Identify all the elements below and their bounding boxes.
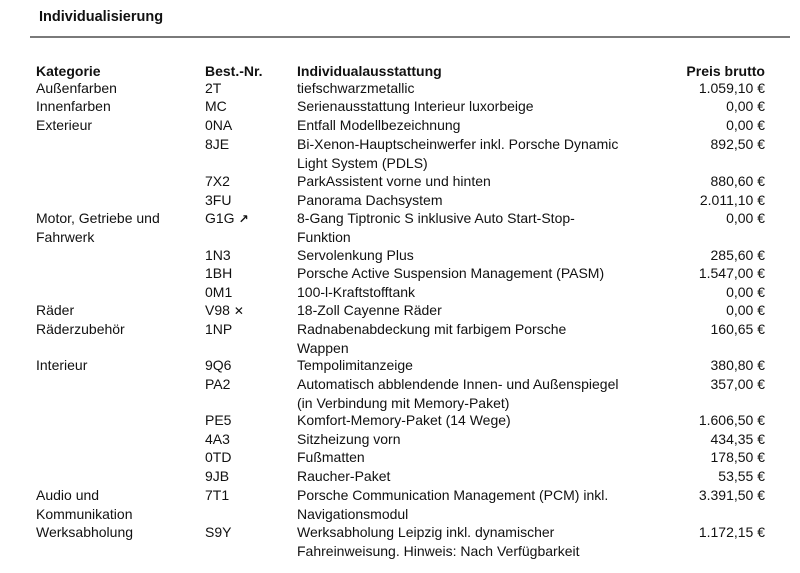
order-code: S9Y bbox=[205, 524, 232, 540]
category-label: Audio und bbox=[36, 487, 100, 503]
option-price: 178,50 € bbox=[710, 449, 765, 465]
page-title: Individualisierung bbox=[39, 9, 164, 25]
option-price: 357,00 € bbox=[710, 376, 765, 392]
header-bestnr: Best.-Nr. bbox=[205, 63, 263, 79]
option-description: 8-Gang Tiptronic S inklusive Auto Start-Stop- bbox=[297, 210, 575, 226]
order-code: PA2 bbox=[205, 376, 231, 392]
option-price: 0,00 € bbox=[726, 98, 765, 114]
option-description: Entfall Modellbezeichnung bbox=[297, 117, 461, 133]
category-label: Innenfarben bbox=[36, 98, 111, 114]
option-description: ParkAssistent vorne und hinten bbox=[297, 173, 491, 189]
category-label: Räder bbox=[36, 302, 75, 318]
category-label: Außenfarben bbox=[36, 80, 117, 96]
option-description: Porsche Active Suspension Management (PASM) bbox=[297, 265, 605, 281]
header-ausstattung: Individualausstattung bbox=[297, 63, 442, 79]
handwritten-check-icon: ✕ bbox=[233, 304, 244, 318]
option-price: 160,65 € bbox=[710, 321, 765, 337]
option-price: 3.391,50 € bbox=[698, 487, 765, 503]
order-code: 3FU bbox=[205, 192, 232, 208]
order-code: 9JB bbox=[205, 468, 230, 484]
order-code: V98 ✕ bbox=[205, 302, 244, 318]
option-description: 100-l-Kraftstofftank bbox=[297, 284, 416, 300]
option-description: Navigationsmodul bbox=[297, 505, 409, 522]
option-description: Werksabholung Leipzig inkl. dynamischer bbox=[297, 524, 555, 540]
option-description: Panorama Dachsystem bbox=[297, 192, 443, 208]
title-divider bbox=[30, 36, 790, 38]
option-description: Wappen bbox=[297, 339, 349, 356]
option-description: Fahreinweisung. Hinweis: Nach Verfügbarkeit bbox=[297, 542, 580, 559]
category-label: Motor, Getriebe und bbox=[36, 210, 160, 226]
order-code: PE5 bbox=[205, 412, 232, 428]
header-preis: Preis brutto bbox=[686, 63, 765, 79]
category-label: Räderzubehör bbox=[36, 321, 125, 337]
option-description: Komfort-Memory-Paket (14 Wege) bbox=[297, 412, 511, 428]
option-price: 1.172,15 € bbox=[698, 524, 765, 540]
option-description: Light System (PDLS) bbox=[297, 154, 428, 171]
option-price: 53,55 € bbox=[718, 468, 765, 484]
option-price: 2.011,10 € bbox=[699, 192, 765, 208]
order-code: 1BH bbox=[205, 265, 233, 281]
option-price: 380,80 € bbox=[710, 357, 765, 373]
option-description: 18-Zoll Cayenne Räder bbox=[297, 302, 442, 318]
option-price: 434,35 € bbox=[710, 431, 765, 447]
option-price: 892,50 € bbox=[710, 136, 765, 152]
option-description: Tempolimitanzeige bbox=[297, 357, 413, 373]
order-code: 8JE bbox=[205, 136, 230, 152]
order-code: 1N3 bbox=[205, 247, 231, 263]
option-price: 0,00 € bbox=[726, 210, 765, 226]
order-code: 9Q6 bbox=[205, 357, 232, 373]
order-code: 0M1 bbox=[205, 284, 233, 300]
option-description: Radnabenabdeckung mit farbigem Porsche bbox=[297, 321, 567, 337]
option-description: Fußmatten bbox=[297, 449, 365, 465]
option-price: 0,00 € bbox=[726, 302, 765, 318]
option-price: 285,60 € bbox=[710, 247, 765, 263]
category-label: Interieur bbox=[36, 357, 88, 373]
option-description: Sitzheizung vorn bbox=[297, 431, 401, 447]
option-price: 1.059,10 € bbox=[698, 80, 765, 96]
category-label: Exterieur bbox=[36, 117, 93, 133]
option-description: tiefschwarzmetallic bbox=[297, 80, 415, 96]
option-description: Servolenkung Plus bbox=[297, 247, 414, 263]
option-price: 1.606,50 € bbox=[698, 412, 765, 428]
order-code: 0TD bbox=[205, 449, 232, 465]
option-price: 880,60 € bbox=[710, 173, 765, 189]
order-code: 2T bbox=[205, 80, 222, 96]
order-code: 1NP bbox=[205, 321, 233, 337]
option-price: 0,00 € bbox=[726, 284, 765, 300]
option-description: (in Verbindung mit Memory-Paket) bbox=[297, 394, 510, 411]
option-description: Automatisch abblendende Innen- und Außenspiegel bbox=[297, 376, 619, 392]
header-kategorie: Kategorie bbox=[36, 63, 101, 79]
option-price: 0,00 € bbox=[726, 117, 765, 133]
option-description: Bi-Xenon-Hauptscheinwerfer inkl. Porsche Dynamic bbox=[297, 136, 619, 152]
option-price: 1.547,00 € bbox=[698, 265, 765, 281]
order-code: 4A3 bbox=[205, 431, 230, 447]
category-label: Kommunikation bbox=[36, 505, 133, 522]
category-label: Werksabholung bbox=[36, 524, 134, 540]
order-code: 7X2 bbox=[205, 173, 230, 189]
option-description: Porsche Communication Management (PCM) inkl. bbox=[297, 487, 609, 503]
option-description: Serienausstattung Interieur luxorbeige bbox=[297, 98, 534, 114]
category-label: Fahrwerk bbox=[36, 228, 95, 245]
handwritten-check-icon: ↗ bbox=[238, 212, 249, 226]
order-code: 7T1 bbox=[205, 487, 230, 503]
order-code: 0NA bbox=[205, 117, 233, 133]
order-code: MC bbox=[205, 98, 227, 114]
order-code: G1G ↗ bbox=[205, 210, 249, 226]
option-description: Funktion bbox=[297, 228, 351, 245]
option-description: Raucher-Paket bbox=[297, 468, 391, 484]
